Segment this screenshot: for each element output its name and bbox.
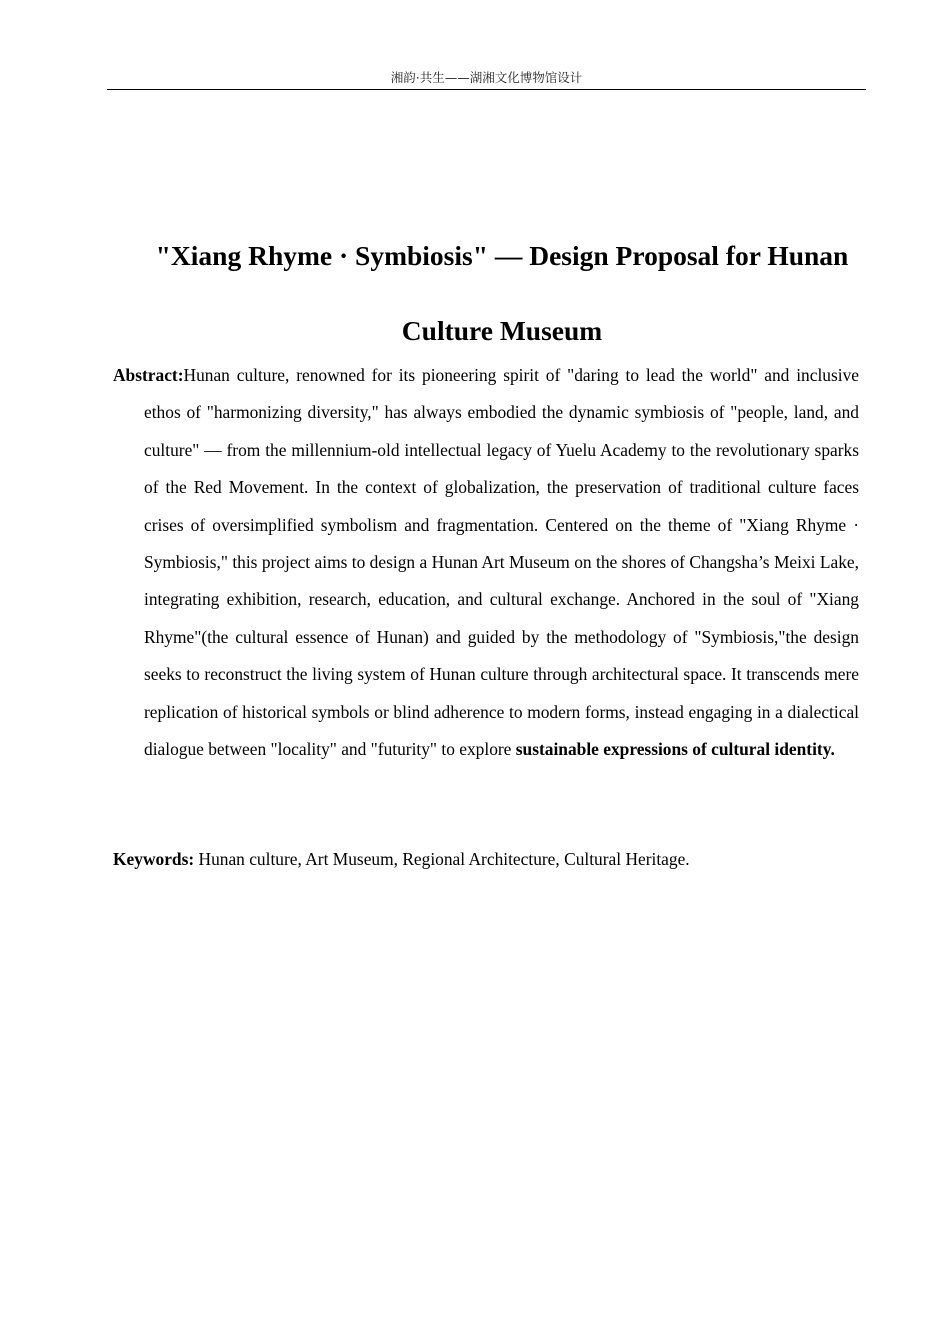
keywords-list: Hunan culture, Art Museum, Regional Architecture, Cultural Heritage. [194,849,690,869]
abstract-label: Abstract: [113,365,184,385]
document-title: "Xiang Rhyme · Symbiosis" — Design Proposal for Hunan Culture Museum [155,240,849,346]
keywords-paragraph [113,841,859,878]
abstract-emphasis: sustainable expressions of cultural identity. [515,739,835,760]
running-header-title: 湘韵·共生——湖湘文化博物馆设计 [390,70,583,85]
running-header [107,68,866,90]
abstract-body: Hunan culture, renowned for its pioneering spirit of "daring to lead the world" and inclusive ethos of "harmonizing diversity," has always embodied the dynamic symbiosis of "people, land, and culture" — from the millennium-old intellectual legacy of Yuelu Academy to the revolutionary sparks of the Red Movement. In the context of globalization, the preservation of traditional culture faces crises of oversimplified symbolism and fragmentation. Centered on the theme of "Xiang Rhyme · Symbiosis," this project aims to design a Hunan Art Museum on the shores of Changsha’s Meixi Lake, integrating exhibition, research, education, and cultural exchange. Anchored in the soul of "Xiang Rhyme"(the cultural essence of Hunan) and guided by the methodology of "Symbiosis,"the design seeks to reconstruct the living system of Hunan culture through architectural space. It transcends mere replication of historical symbols or blind adherence to modern forms, instead engaging in a dialectical dialogue between "locality" and "futurity" to explore [144,365,859,760]
abstract-paragraph [113,357,859,768]
keywords-label: Keywords: [113,849,195,869]
